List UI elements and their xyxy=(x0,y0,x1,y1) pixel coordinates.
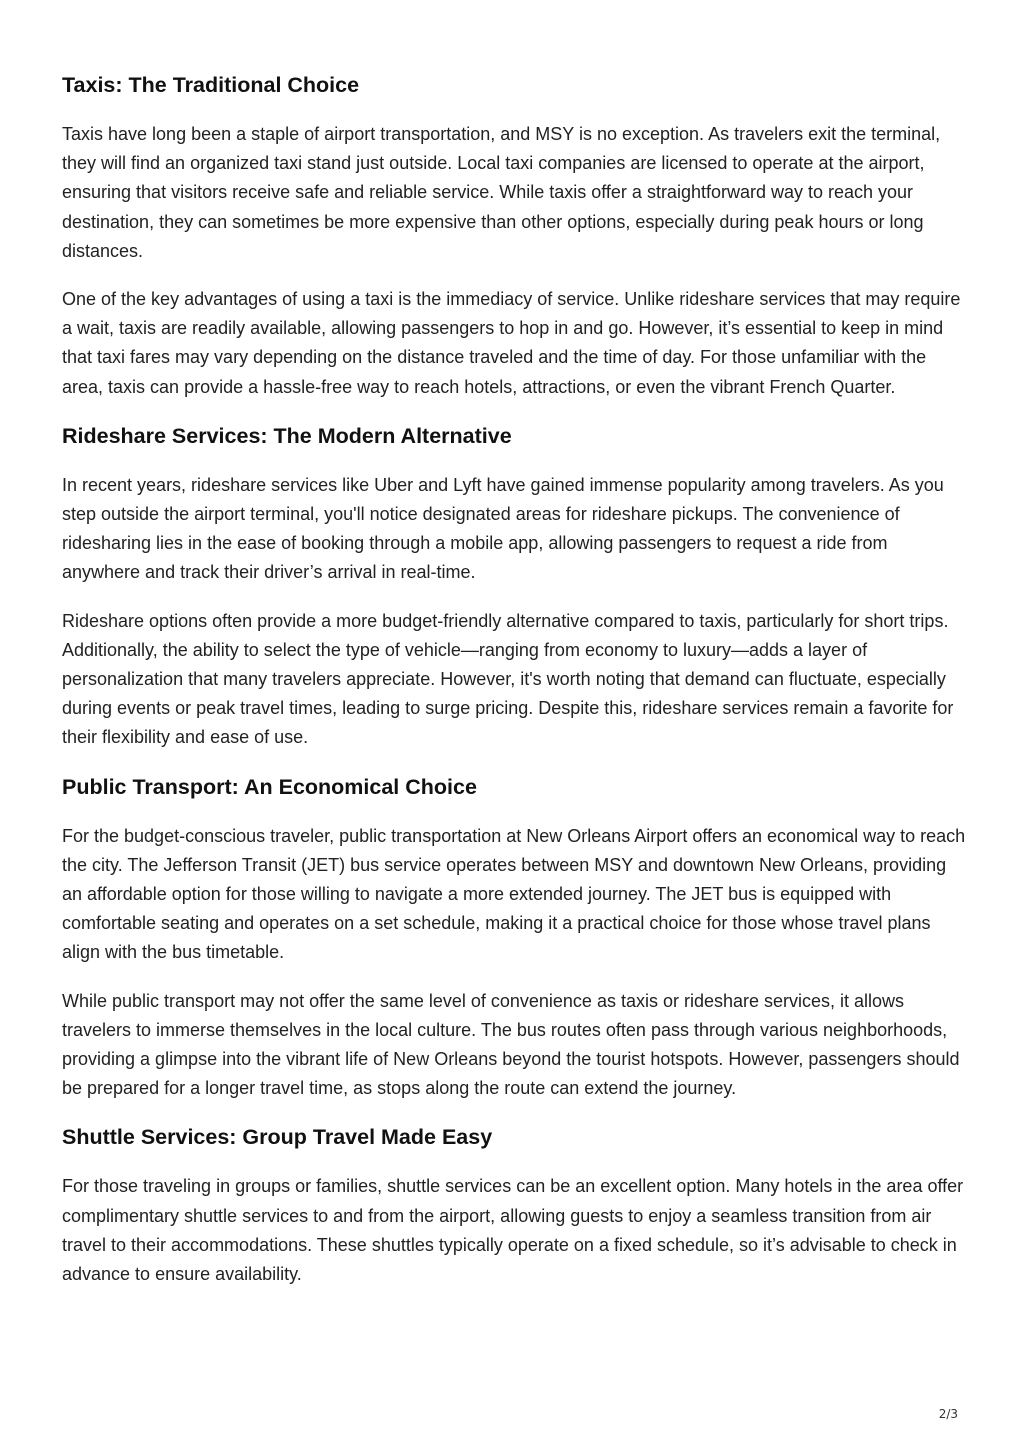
section-shuttle xyxy=(62,1122,967,1289)
section-rideshare xyxy=(62,421,967,753)
section-heading: Taxis: The Traditional Choice xyxy=(62,73,360,97)
section-public-transport xyxy=(62,772,967,1104)
page-number: 2/3 xyxy=(938,1407,958,1421)
paragraph: For the budget-conscious traveler, public transportation at New Orleans Airport offers an economical way to reach the city. The Jefferson Transit (JET) bus service operates between MSY and downtown New Orleans, providing an affordable option for those willing to navigate a more extended journey. The JET bus is equipped with comfortable seating and operates on a set schedule, making it a practical choice for those whose travel plans align with the bus timetable. xyxy=(62,825,966,963)
document-page xyxy=(62,70,967,1308)
section-heading: Public Transport: An Economical Choice xyxy=(62,774,477,799)
section-heading: Shuttle Services: Group Travel Made Easy xyxy=(62,1125,493,1150)
paragraph: In recent years, rideshare services like Uber and Lyft have gained immense popularity among travelers. As you step outside the airport terminal, you'll notice designated areas for rideshare pickups. The convenience of ridesharing lies in the ease of booking through a mobile app, allowing passengers to request a ride from anywhere and track their driver’s arrival in real-time. xyxy=(62,474,944,583)
paragraph: One of the key advantages of using a taxi is the immediacy of service. Unlike rideshare services that may require a wait, taxis are readily available, allowing passengers to hop in and go. However, it’s essential to keep in mind that taxi fares may vary depending on the distance traveled and the time of day. For those unfamiliar with the area, taxis can provide a hassle-free way to reach hotels, attractions, or even the vibrant French Quarter. xyxy=(62,289,961,397)
section-taxis xyxy=(62,70,967,402)
section-heading: Rideshare Services: The Modern Alternative xyxy=(62,423,512,448)
paragraph: While public transport may not offer the same level of convenience as taxis or rideshare services, it allows travelers to immerse themselves in the local culture. The bus routes often pass through various neighborhoods, providing a glimpse into the vibrant life of New Orleans beyond the tourist hotspots. However, passengers should be prepared for a longer travel time, as stops along the route can extend the journey. xyxy=(62,990,960,1099)
paragraph: Taxis have long been a staple of airport transportation, and MSY is no exception. As travelers exit the terminal, they will find an organized taxi stand just outside. Local taxi companies are licensed to operate at the airport, ensuring that visitors receive safe and reliable service. While taxis offer a straightforward way to reach your destination, they can sometimes be more expensive than other options, especially during peak hours or long distances. xyxy=(62,124,941,261)
paragraph: Rideshare options often provide a more budget-friendly alternative compared to taxis, particularly for short trips. Additionally, the ability to select the type of vehicle—ranging from economy to luxury—adds a layer of personalization that many travelers appreciate. However, it's worth noting that demand can fluctuate, especially during events or peak travel times, leading to surge pricing. Despite this, rideshare services remain a favorite for their flexibility and ease of use. xyxy=(62,610,954,748)
paragraph: For those traveling in groups or families, shuttle services can be an excellent option. Many hotels in the area offer complimentary shuttle services to and from the airport, allowing guests to enjoy a seamless transition from air travel to their accommodations. These shuttles typically operate on a fixed schedule, so it’s advisable to check in advance to ensure availability. xyxy=(62,1176,964,1285)
